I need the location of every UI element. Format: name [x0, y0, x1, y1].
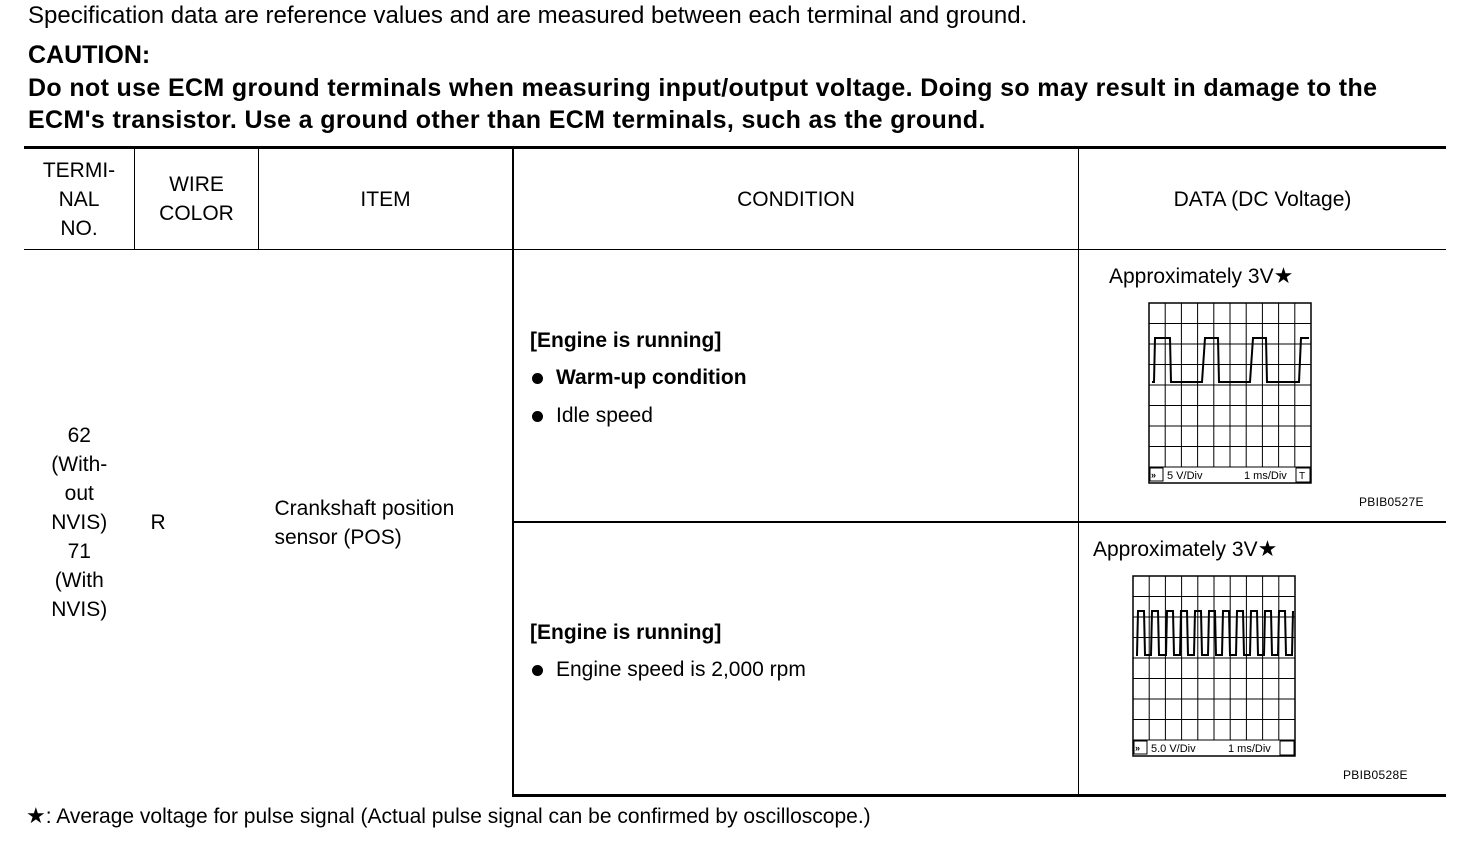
- header-data: DATA (DC Voltage): [1079, 148, 1447, 250]
- table-header-row: [24, 148, 1446, 250]
- intro-text: Specification data are reference values and are measured between each terminal and ground.: [28, 2, 1028, 29]
- data-label-text: Approximately 3V: [1093, 538, 1258, 561]
- condition-bullet-text: Warm-up condition: [556, 366, 747, 389]
- condition-bullet-text: Engine speed is 2,000 rpm: [556, 658, 806, 681]
- item-cell: [259, 250, 514, 796]
- data-label: [1093, 535, 1277, 564]
- item-value: Crankshaft position sensor (POS): [274, 496, 455, 549]
- star-icon: ★: [1273, 263, 1294, 288]
- star-icon: ★: [1257, 536, 1278, 561]
- footnote: [26, 802, 871, 831]
- condition-bullet: [530, 404, 1078, 428]
- terminal-no-cell: [24, 250, 135, 796]
- scope-scale-label: 5 V/Div: [1167, 470, 1203, 482]
- condition-cell-idle: [513, 250, 1079, 523]
- bullet-dot-icon: [532, 411, 543, 422]
- header-terminal-no: [24, 148, 135, 250]
- data-cell-2000rpm: [1079, 522, 1447, 796]
- caution-text: Do not use ECM ground terminals when measuring input/output voltage. Doing so may result in damage to the ECM's transistor. Use a ground other than ECM terminals, such as the ground.: [28, 74, 1378, 134]
- condition-bullet: [530, 366, 1078, 390]
- footnote-text: : Average voltage for pulse signal (Actual pulse signal can be confirmed by oscilloscope.): [45, 805, 871, 828]
- header-wire-color: [135, 148, 259, 250]
- bullet-dot-icon: [532, 665, 543, 676]
- terminal-spec-table: [24, 146, 1446, 797]
- data-cell-content: [1079, 523, 1446, 794]
- scope-mode-icon: »: [1151, 470, 1157, 480]
- scope-mode-icon: »: [1135, 743, 1141, 753]
- scope-scale-label: 5.0 V/Div: [1151, 743, 1196, 755]
- header-wire-color-label: WIRE COLOR: [159, 173, 234, 225]
- image-code: PBIB0528E: [1343, 768, 1408, 782]
- wire-color-cell: R: [150, 510, 166, 534]
- star-icon: ★: [26, 803, 46, 828]
- data-cell-idle: [1079, 250, 1447, 523]
- table-row: [24, 250, 1446, 523]
- scope-time-label: 1 ms/Div: [1228, 743, 1271, 755]
- data-label-text: Approximately 3V: [1109, 265, 1274, 288]
- image-code: PBIB0527E: [1359, 495, 1424, 509]
- caution-title: CAUTION:: [28, 41, 151, 69]
- header-item: ITEM: [259, 148, 514, 250]
- condition-bullet-text: Idle speed: [556, 404, 653, 427]
- oscilloscope-waveform-icon: [1132, 575, 1298, 757]
- condition-title: [Engine is running]: [530, 329, 722, 352]
- bullet-dot-icon: [532, 373, 543, 384]
- oscilloscope-waveform-icon: [1148, 302, 1314, 484]
- header-condition: CONDITION: [513, 148, 1079, 250]
- scope-trigger-label: T: [1299, 471, 1306, 482]
- data-label: [1109, 262, 1293, 291]
- condition-cell-2000rpm: [513, 522, 1079, 796]
- condition-title: [Engine is running]: [530, 621, 722, 644]
- scope-time-label: 1 ms/Div: [1244, 470, 1287, 482]
- condition-bullet: [530, 658, 1078, 682]
- header-terminal-no-label: TERMI- NAL NO.: [42, 158, 116, 240]
- data-cell-content: [1095, 250, 1446, 521]
- terminal-no-value: 62 (With- out NVIS) 71 (With NVIS): [51, 424, 108, 622]
